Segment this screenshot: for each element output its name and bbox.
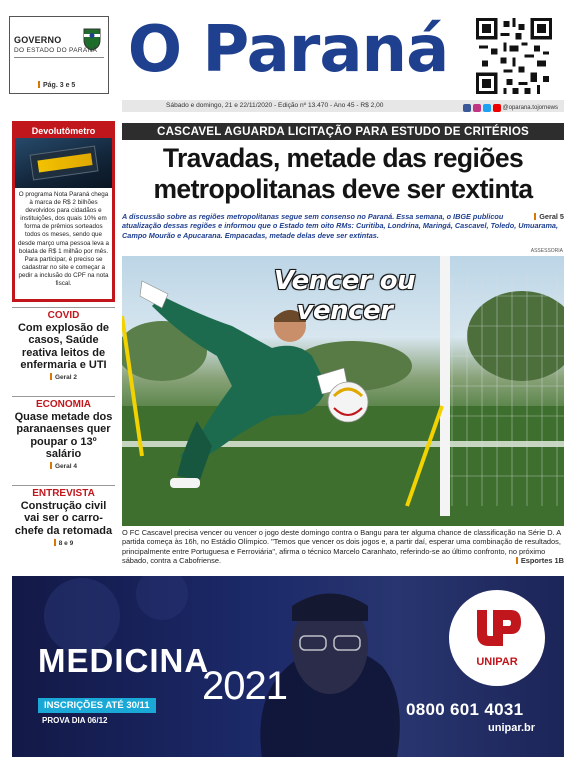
unipar-wordmark: UNIPAR [476,656,518,668]
story-page-ref: Geral 5 [534,212,564,221]
photo-headline: Vencer ou vencer [273,266,416,326]
story-headline: Construção civil vai ser o carro-chefe da retomada [14,500,113,537]
photo-credit: ASSESSORIA [530,248,563,254]
qr-code-icon [476,18,552,94]
gov-label: GOVERNO [14,35,62,45]
dateline-text: Sábado e domingo, 21 e 22/11/2020 - Edição nº 13.470 - Ano 45 - R$ 2,00 [166,102,384,109]
facebook-icon[interactable] [463,104,471,112]
social-handle[interactable]: @oparana.tojornews [502,105,558,111]
sidebar-story-entrevista[interactable] [12,485,115,547]
ad-title: MEDICINA [38,642,210,679]
twitter-icon[interactable] [483,104,491,112]
instagram-icon[interactable] [473,104,481,112]
social-links [463,102,558,114]
story-page-ref: Geral 2 [12,373,115,381]
youtube-icon[interactable] [493,104,501,112]
caption-page-ref: Esportes 1B [516,556,564,565]
sidebar-story-economia[interactable] [12,396,115,470]
ad-year: 2021 [202,664,287,708]
story-page-ref: Geral 4 [12,462,115,470]
dateline-bar [122,100,564,112]
unipar-logo-icon [449,590,545,686]
devolutometro-box [12,121,115,302]
story-tag: ECONOMIA [12,396,115,410]
story-tag: COVID [12,307,115,321]
story-tag: ENTREVISTA [12,485,115,499]
story-page-ref: 8 e 9 [12,539,115,547]
story-kicker: CASCAVEL AGUARDA LICITAÇÃO PARA ESTUDO DE CRITÉRIOS [122,123,564,140]
story-headline: Quase metade dos paranaenses quer poupar o 13º salário [14,411,113,460]
government-ad-box [9,16,109,94]
page-ref: Pág. 3 e 5 [38,81,75,89]
main-headline[interactable]: Travadas, metade das regiões metropolitanas deve ser extinta [153,143,533,204]
ad-enrollment-badge: INSCRIÇÕES ATÉ 30/11 [38,698,156,713]
newspaper-logo: O Paraná [127,13,449,87]
goalkeeper-photo [122,256,564,526]
counter-panel [30,146,99,181]
ad-phone[interactable]: 0800 601 4031 [406,700,524,719]
unipar-advertisement[interactable] [12,576,564,757]
story-headline: Com explosão de casos, Saúde reativa leitos de enfermaria e UTI [17,322,110,371]
ad-url[interactable]: unipar.br [488,722,536,734]
deck-text: A discussão sobre as regiões metropolitanas segue sem consenso no Paraná. Essa semana, o IBGE publicou atualização dessas regiões e informou que o Estado tem oito RMs: Curitiba, Londrina, Maringá, Cascavel, Toledo, Umuarama, Campo Mourão e Apucarana. Empacadas, metade delas deve ser extintas. [122,212,559,240]
photo-caption [122,528,564,565]
unipar-logo [449,590,545,686]
divider [14,57,104,58]
ad-exam-date: PROVA DIA 06/12 [42,716,108,725]
devolutometro-photo [15,138,112,188]
story-deck [122,212,564,240]
devolutometro-text: O programa Nota Paraná chega à marca de R$ 2 bilhões devolvidos para cidadãos e instituições, dos quais 10% em forma de prêmios sorteados todos os meses, sendo que desde março uma pessoa leva a bolada de R$ 1 milhão por mês. Para participar, é preciso se cadastrar no site e começar a pedir a inclusão do CPF na nota fiscal. [18,191,110,288]
caption-text: O FC Cascavel precisa vencer ou vencer o jogo deste domingo contra o Bangu para ter alguma chance de classificação na Série D. A partida começa às 16h, no Estádio Olímpico. "Temos que vencer os dois jogos e, a partir daí, esperar uma combinação de resultados, principalmente entre Portuguesa e Ferroviária", afirma o técnico Marcelo Caranhato, referindo-se ao último confronto, no próximo sábado, contra a Cabofriense. [122,528,561,565]
sidebar-story-covid[interactable] [12,307,115,381]
gov-sublabel: DO ESTADO DO PARANÁ [14,47,98,54]
devolutometro-title: Devolutômetro [15,124,112,138]
